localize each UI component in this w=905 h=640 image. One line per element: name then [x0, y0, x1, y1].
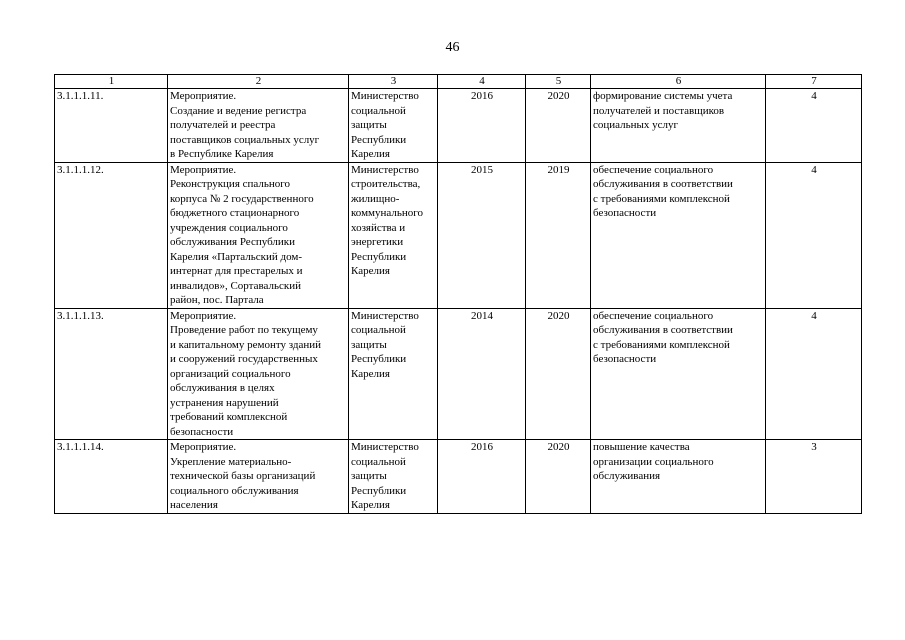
- activity-name-line: интернат для престарелых и: [170, 265, 303, 277]
- activity-name-line: населения: [170, 499, 218, 511]
- activity-name-line: бюджетного стационарного: [170, 207, 300, 219]
- expected-result-line: безопасности: [593, 353, 657, 365]
- expected-result-line: обслуживания в соответствии: [593, 178, 733, 190]
- executor-line: защиты: [351, 119, 387, 131]
- executor-line: Карелия: [351, 148, 390, 160]
- activity-name-cell: [168, 89, 349, 163]
- executor-line: Карелия: [351, 265, 390, 277]
- table-row: [55, 89, 862, 163]
- activity-name-line: инвалидов», Сортавальский: [170, 279, 302, 292]
- expected-result-line: социальных услуг: [593, 119, 679, 131]
- activity-name-line: и сооружений государственных: [170, 353, 318, 365]
- activities-table: [54, 74, 862, 514]
- executor-line: защиты: [351, 470, 387, 482]
- activity-name-line: Карелия «Партальский дом-: [170, 250, 303, 263]
- executor-line: Республики: [351, 250, 407, 263]
- executor-line: Министерство: [351, 163, 419, 176]
- executor-line: защиты: [351, 338, 387, 351]
- executor-line: Республики: [351, 133, 407, 146]
- executor-line: Карелия: [351, 367, 390, 380]
- executor-line: социальной: [351, 455, 406, 468]
- activity-name-line: Проведение работ по текущему: [170, 324, 318, 336]
- activity-number-cell: 3.1.1.1.14.: [55, 440, 168, 514]
- activity-name-line: безопасности: [170, 425, 234, 438]
- activity-number-cell: 3.1.1.1.11.: [55, 89, 168, 163]
- activity-name-line: организаций социального: [170, 367, 291, 380]
- column-header: 5: [526, 75, 591, 89]
- expected-result-line: формирование системы учета: [593, 90, 733, 102]
- activity-name-line: корпуса № 2 государственного: [170, 192, 314, 205]
- activity-name-line: социального обслуживания: [170, 484, 299, 497]
- activity-number-cell: 3.1.1.1.12.: [55, 162, 168, 308]
- activity-name-line: и капитальному ремонту зданий: [170, 338, 322, 351]
- executor-line: хозяйства и: [351, 221, 406, 234]
- column-header: 3: [349, 75, 438, 89]
- expected-result-cell: [591, 162, 766, 308]
- start-year-cell: 2016: [438, 440, 526, 514]
- expected-result-line: организации социального: [593, 455, 714, 468]
- expected-result-line: с требованиями комплексной: [593, 192, 730, 205]
- column-header: 4: [438, 75, 526, 89]
- executor-line: Республики: [351, 484, 407, 497]
- executor-cell: [349, 89, 438, 163]
- activity-name-line: обслуживания в целях: [170, 382, 275, 394]
- expected-result-line: с требованиями комплексной: [593, 338, 730, 351]
- activity-name-line: в Республике Карелия: [170, 148, 274, 160]
- executor-line: коммунального: [351, 207, 423, 219]
- executor-line: Министерство: [351, 309, 419, 322]
- activity-name-line: устранения нарушений: [170, 396, 279, 409]
- executor-line: жилищно-: [351, 192, 400, 205]
- table-row: [55, 440, 862, 514]
- column-header: 2: [168, 75, 349, 89]
- activity-name-line: технической базы организаций: [170, 470, 316, 482]
- start-year-cell: 2016: [438, 89, 526, 163]
- expected-result-cell: [591, 89, 766, 163]
- activity-name-cell: [168, 440, 349, 514]
- activity-name-line: Мероприятие.: [170, 441, 237, 453]
- activity-name-line: Укрепление материально-: [170, 455, 292, 468]
- column-number-row: [55, 75, 862, 89]
- expected-result-cell: [591, 440, 766, 514]
- expected-result-line: обслуживания: [593, 470, 661, 482]
- activity-name-line: район, пос. Партала: [170, 294, 264, 306]
- activity-name-line: Создание и ведение регистра: [170, 104, 307, 117]
- expected-result-line: обеспечение социального: [593, 163, 714, 176]
- table-row: [55, 308, 862, 440]
- indicator-cell: 4: [766, 89, 862, 163]
- executor-cell: [349, 440, 438, 514]
- end-year-cell: 2019: [526, 162, 591, 308]
- executor-line: Карелия: [351, 499, 390, 511]
- executor-cell: [349, 162, 438, 308]
- end-year-cell: 2020: [526, 308, 591, 440]
- activity-name-line: Мероприятие.: [170, 90, 237, 102]
- expected-result-line: безопасности: [593, 207, 657, 219]
- activity-name-line: Мероприятие.: [170, 309, 237, 322]
- activity-name-cell: [168, 162, 349, 308]
- executor-line: Министерство: [351, 441, 419, 453]
- executor-line: энергетики: [351, 236, 404, 248]
- expected-result-line: обслуживания в соответствии: [593, 324, 733, 336]
- start-year-cell: 2014: [438, 308, 526, 440]
- activity-name-cell: [168, 308, 349, 440]
- start-year-cell: 2015: [438, 162, 526, 308]
- end-year-cell: 2020: [526, 440, 591, 514]
- indicator-cell: 3: [766, 440, 862, 514]
- activity-name-line: Мероприятие.: [170, 163, 237, 176]
- activity-name-line: обслуживания Республики: [170, 236, 296, 248]
- end-year-cell: 2020: [526, 89, 591, 163]
- page-number: 46: [445, 40, 460, 55]
- table-row: [55, 162, 862, 308]
- activity-name-line: поставщиков социальных услуг: [170, 133, 320, 146]
- expected-result-line: повышение качества: [593, 441, 690, 453]
- indicator-cell: 4: [766, 162, 862, 308]
- expected-result-cell: [591, 308, 766, 440]
- activity-number-cell: 3.1.1.1.13.: [55, 308, 168, 440]
- executor-line: социальной: [351, 104, 406, 117]
- activity-name-line: получателей и реестра: [170, 119, 276, 131]
- executor-cell: [349, 308, 438, 440]
- executor-line: Министерство: [351, 90, 419, 102]
- column-header: 1: [55, 75, 168, 89]
- activity-name-line: требований комплексной: [170, 411, 288, 423]
- activity-name-line: Реконструкция спального: [170, 178, 291, 190]
- executor-line: Республики: [351, 353, 407, 365]
- executor-line: строительства,: [351, 178, 421, 190]
- expected-result-line: обеспечение социального: [593, 309, 714, 322]
- expected-result-line: получателей и поставщиков: [593, 104, 725, 117]
- indicator-cell: 4: [766, 308, 862, 440]
- column-header: 6: [591, 75, 766, 89]
- activity-name-line: учреждения социального: [170, 221, 288, 234]
- column-header: 7: [766, 75, 862, 89]
- executor-line: социальной: [351, 324, 406, 336]
- table-body: [55, 89, 862, 514]
